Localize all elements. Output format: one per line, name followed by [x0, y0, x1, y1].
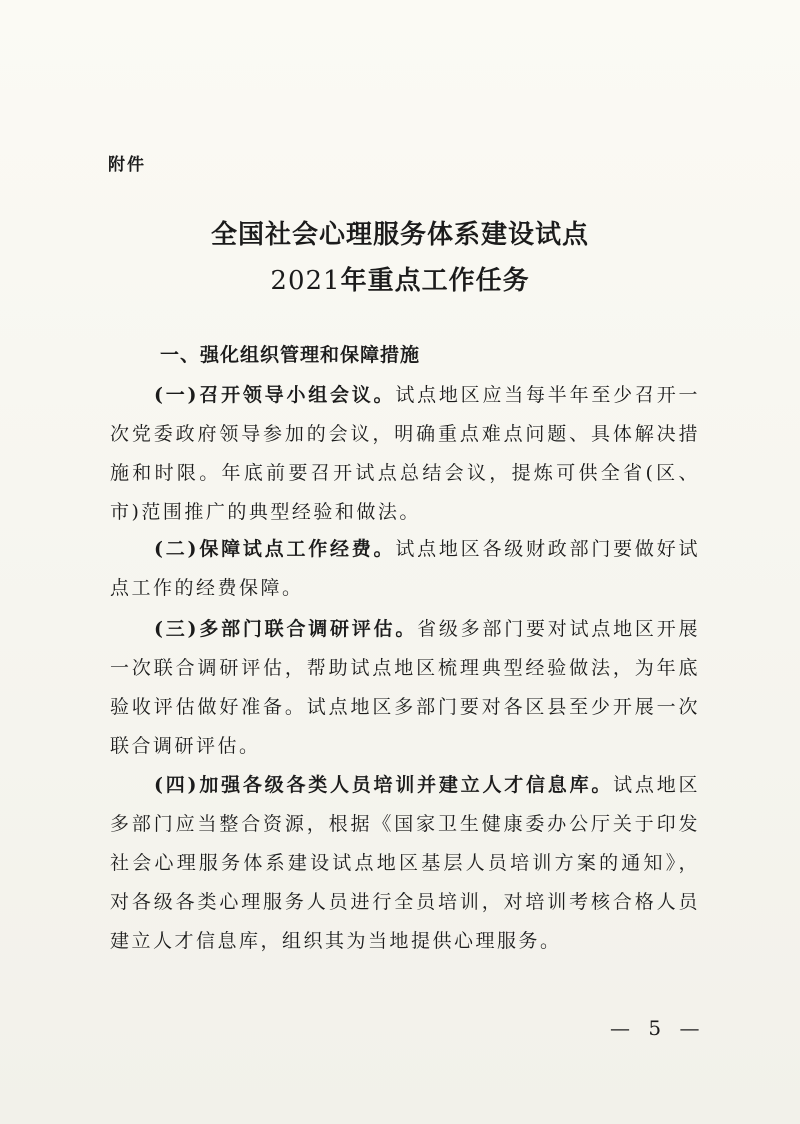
- paragraph-4-lead: (四)加强各级各类人员培训并建立人才信息库。: [154, 774, 614, 796]
- paragraph-2: [110, 530, 700, 608]
- section-heading: 一、强化组织管理和保障措施: [160, 344, 421, 366]
- title-year: 2021: [270, 266, 341, 296]
- document-title-line-1: 全国社会心理服务体系建设试点: [210, 220, 589, 250]
- paragraph-2-lead: (二)保障试点工作经费。: [154, 538, 396, 560]
- paragraph-3-lead: (三)多部门联合调研评估。: [154, 618, 418, 640]
- paragraph-1: [110, 376, 700, 532]
- paragraph-1-body: 试点地区应当每半年至少召开一次党委政府领导参加的会议，明确重点难点问题、具体解决措施和时限。年底前要召开试点总结会议，提炼可供全省(区、市)范围推广的典型经验和做法。: [110, 384, 700, 523]
- paragraph-2-body: 试点地区各级财政部门要做好试点工作的经费保障。: [110, 538, 700, 599]
- paragraph-4: [110, 766, 700, 961]
- paragraph-4-body: 试点地区多部门应当整合资源，根据《国家卫生健康委办公厅关于印发社会心理服务体系建设试点地区基层人员培训方案的通知》，对各级各类心理服务人员进行全员培训，对培训考核合格人员建立人才信息库，组织其为当地提供心理服务。: [110, 774, 700, 952]
- attachment-label: 附件: [108, 155, 146, 175]
- document-title-line-2: [0, 260, 800, 297]
- paragraph-3-body: 省级多部门要对试点地区开展一次联合调研评估，帮助试点地区梳理典型经验做法，为年底验收评估做好准备。试点地区多部门要对各区县至少开展一次联合调研评估。: [110, 618, 700, 757]
- paragraph-3: [110, 610, 700, 766]
- page-number: — 5 —: [610, 1016, 706, 1040]
- paragraph-1-lead: (一)召开领导小组会议。: [154, 384, 396, 406]
- title-line-2-rest: 年重点工作任务: [340, 266, 530, 296]
